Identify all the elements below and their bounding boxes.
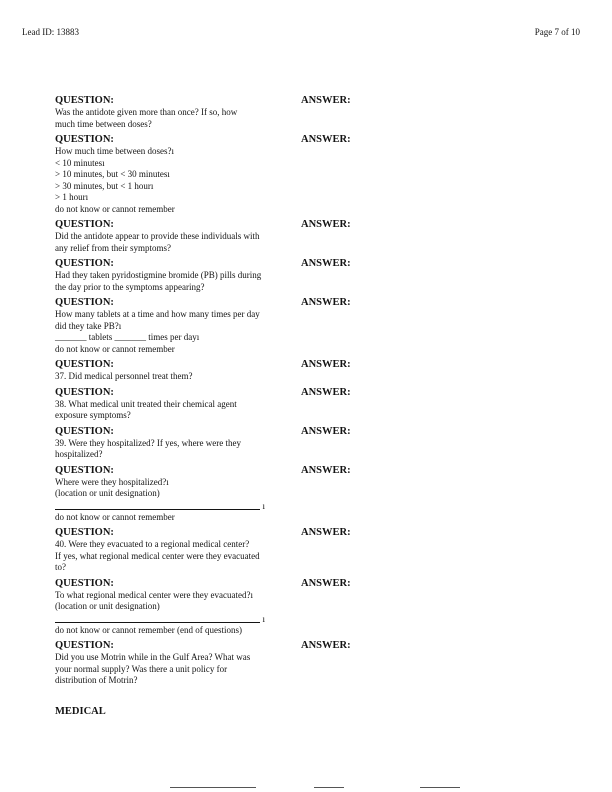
answer-label: ANSWER:: [301, 219, 351, 230]
question-label: QUESTION:: [55, 134, 114, 145]
fill-in-blank-line: [55, 500, 260, 510]
question-text-line: To what regional medical center were they evacuated?ı: [55, 589, 254, 600]
question-label: QUESTION:: [55, 425, 114, 437]
question-text-line: How much time between doses?ı: [55, 146, 174, 156]
question-text-line: hospitalized?: [55, 449, 103, 459]
page-number: Page 7 of 10: [534, 27, 580, 37]
question-text-line: any relief from their symptoms?: [55, 242, 171, 253]
question-text-line: did they take PB?ı: [55, 320, 122, 331]
question-text-line: How many tablets at a time and how many times per day: [55, 309, 260, 319]
question-entry: [55, 425, 555, 461]
question-text-line: do not know or cannot remember (end of questions): [55, 624, 242, 635]
fill-in-blank-line: [55, 613, 260, 623]
scan-artifact: [314, 787, 344, 788]
question-text-line: your normal supply? Was there a unit policy for: [55, 663, 228, 674]
question-text-line: > 10 minutes, but < 30 minutesı: [55, 169, 170, 179]
question-text-line: (location or unit designation): [55, 488, 160, 498]
answer-label: ANSWER:: [301, 640, 351, 651]
question-entry: [55, 218, 555, 254]
answer-label: ANSWER:: [301, 386, 351, 398]
answer-label: ANSWER:: [301, 464, 351, 476]
question-label: QUESTION:: [55, 95, 114, 106]
question-entry: [55, 464, 555, 524]
question-label: QUESTION:: [55, 297, 114, 308]
question-text-line: the day prior to the symptoms appearing?: [55, 281, 205, 292]
question-text-line: do not know or cannot remember: [55, 511, 175, 522]
question-text-line: Did you use Motrin while in the Gulf Area? What was: [55, 652, 251, 662]
question-text-line: _______ tablets _______ times per dayı: [55, 332, 200, 342]
answer-label: ANSWER:: [301, 258, 351, 269]
question-label: QUESTION:: [55, 219, 114, 230]
question-list: [55, 94, 555, 690]
question-text-line: 38. What medical unit treated their chemical agent: [55, 398, 237, 409]
question-text-line: (location or unit designation): [55, 601, 160, 611]
question-text-line: Where were they hospitalized?ı: [55, 476, 169, 487]
question-text-line: distribution of Motrin?: [55, 675, 138, 685]
question-entry: [55, 257, 555, 293]
question-label: QUESTION:: [55, 577, 114, 589]
question-entry: [55, 386, 555, 422]
answer-label: ANSWER:: [301, 425, 351, 437]
question-label: QUESTION:: [55, 527, 114, 538]
scan-artifact: [420, 787, 460, 788]
question-entry: [55, 526, 555, 574]
answer-label: ANSWER:: [301, 95, 351, 106]
section-heading: MEDICAL: [55, 706, 106, 717]
question-entry: [55, 358, 555, 383]
question-entry: [55, 577, 555, 637]
question-entry: [55, 296, 555, 355]
question-text-line: If yes, what regional medical center were they evacuated: [55, 550, 260, 561]
question-text-line: Did the antidote appear to provide these individuals with: [55, 231, 260, 241]
question-text-line: much time between doses?: [55, 118, 152, 129]
question-entry: [55, 639, 555, 687]
question-text-line: 39. Were they hospitalized? If yes, where were they: [55, 437, 242, 448]
answer-label: ANSWER:: [301, 359, 351, 370]
question-label: QUESTION:: [55, 386, 114, 398]
question-label: QUESTION:: [55, 464, 114, 476]
question-entry: [55, 133, 555, 215]
question-label: QUESTION:: [55, 258, 114, 269]
question-text-line: 37. Did medical personnel treat them?: [55, 371, 193, 381]
question-text-line: > 30 minutes, but < 1 hourı: [55, 180, 154, 191]
question-entry: [55, 94, 555, 130]
answer-label: ANSWER:: [301, 297, 351, 308]
scan-artifact: [170, 787, 256, 788]
answer-label: ANSWER:: [301, 577, 351, 589]
lead-id: Lead ID: 13883: [22, 27, 79, 37]
question-text-line: do not know or cannot remember: [55, 203, 175, 214]
question-text-line: to?: [55, 562, 66, 572]
question-text-line: Had they taken pyridostigmine bromide (PB) pills during: [55, 270, 262, 280]
question-text-line: > 1 hourı: [55, 192, 89, 202]
question-text-line: 40. Were they evacuated to a regional medical center?: [55, 539, 250, 549]
question-label: QUESTION:: [55, 359, 114, 370]
question-text-line: < 10 minutesı: [55, 157, 105, 168]
question-text-line: exposure symptoms?: [55, 410, 131, 420]
answer-label: ANSWER:: [301, 134, 351, 145]
question-text-line: do not know or cannot remember: [55, 343, 175, 354]
question-label: QUESTION:: [55, 640, 114, 651]
question-text-line: Was the antidote given more than once? If so, how: [55, 107, 238, 117]
answer-label: ANSWER:: [301, 527, 351, 538]
